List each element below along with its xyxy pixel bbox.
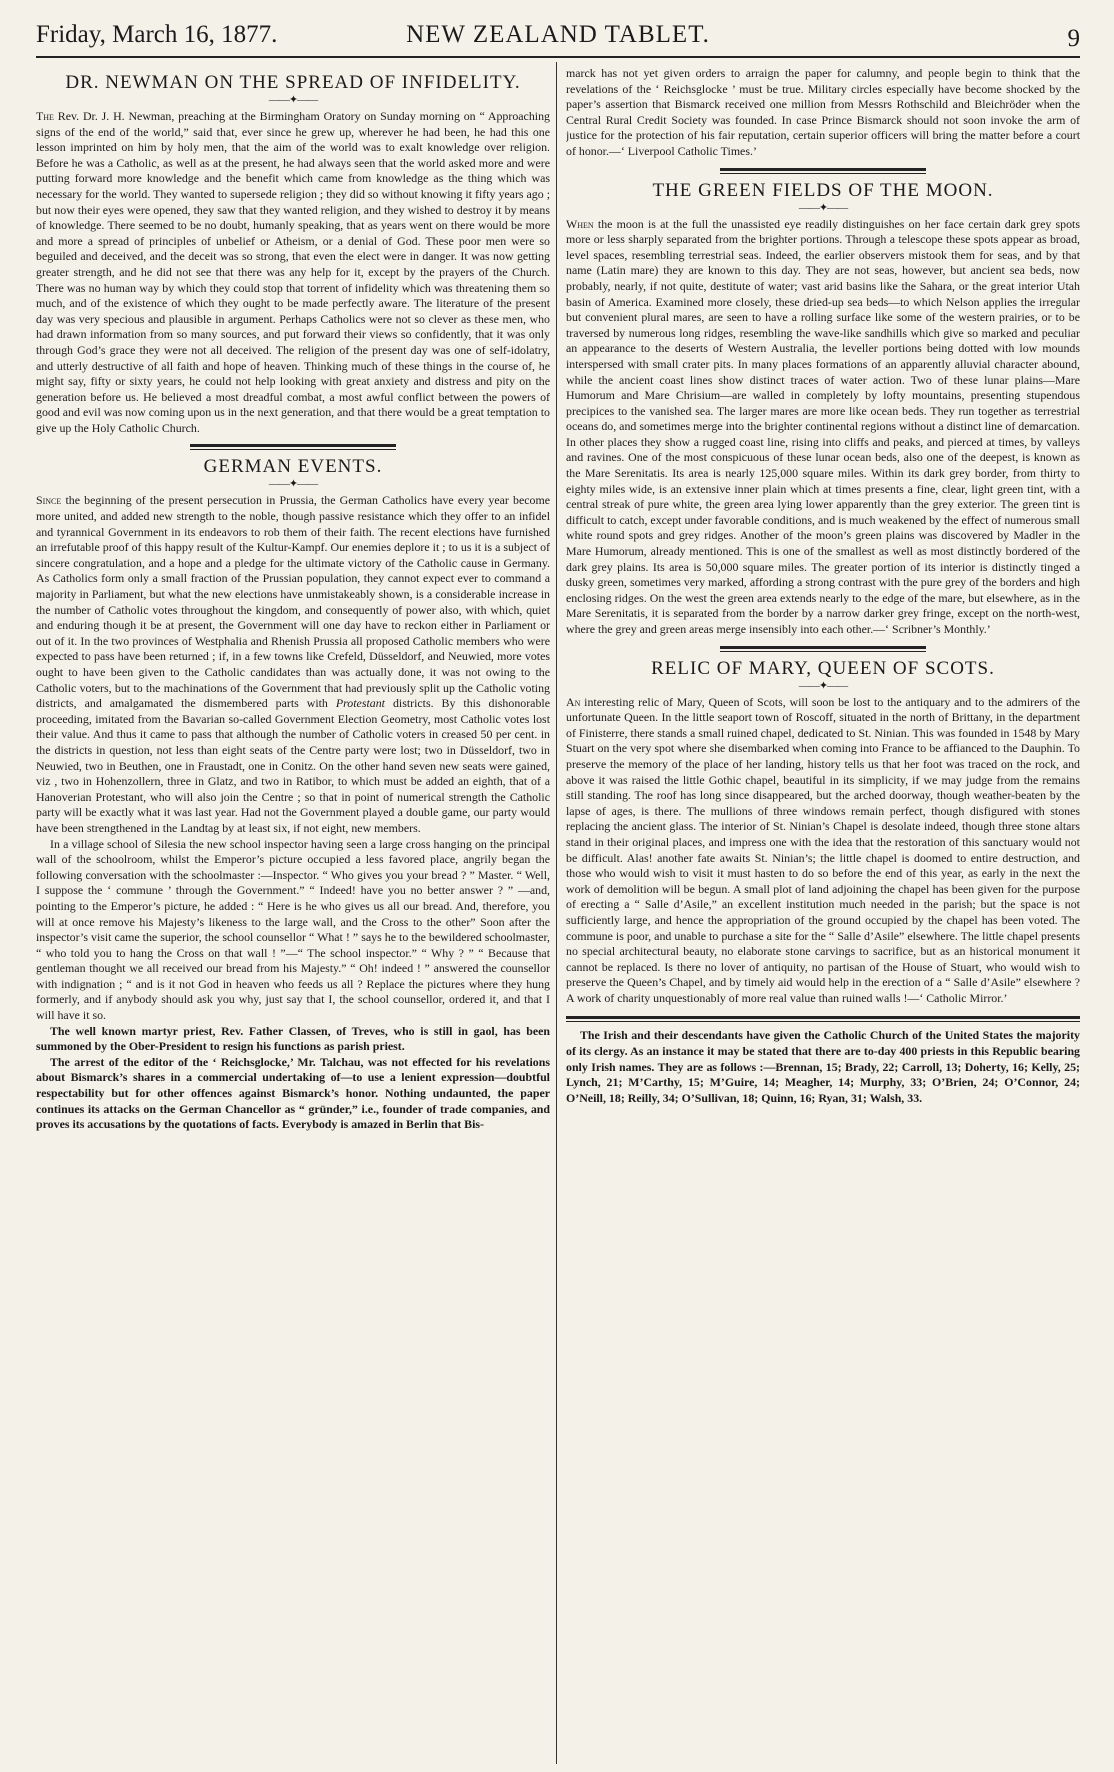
relic-headline: RELIC OF MARY, QUEEN OF SCOTS. bbox=[651, 657, 995, 679]
section-rule bbox=[720, 168, 926, 174]
newman-article bbox=[36, 109, 550, 436]
column-divider bbox=[556, 62, 557, 1764]
section-rule bbox=[720, 646, 926, 652]
lead-word: The bbox=[36, 109, 54, 123]
continuation-paragraph: marck has not yet given orders to arraign the paper for calumny, and people begin to think that the revelations of the ‘ Reichsglocke ’ must be true. Military circles especially have become shocked by the paper’s assertion that Bismarck received one million from Messrs Rothschild and Bleichröder when the Central Rural Credit Society was founded. In case Prince Bismarck should not soon invoke the arm of justice for the protection of his fair reputation, certain superior officers will bring the matter before a court of honor.—‘ Liverpool Catholic Times.’ bbox=[566, 66, 1080, 158]
relic-body: interesting relic of Mary, Queen of Scots, will soon be lost to the antiquary and to the admirers of the unfortunate Queen. In the little seaport town of Roscoff, situated in the north of Brittany, in the department of Finisterre, there stands a small ruined chapel, dedicated to St. Ninian. This was founded in 1548 by Mary Stuart on the very spot where she disembarked when coming into France to be affianced to the Dauphin. To preserve the memory of the place of her landing, history tells us that her foot was traced on the rock, and above it was raised the little Gothic chapel, beautiful in its simplicity, if we may judge from the remains still standing. The roof has long since disappeared, but the arched doorway, though weather-beaten by the lapse of ages, is there. The mullions of three windows remain perfect, though disfigured with stones replacing the ancient glass. The interior of St. Ninian’s Chapel is desolate indeed, though three stone altars stand in their original places, and impress one with the idea that the restoration of this sanctuary would not be difficult. Alas! another fate awaits St. Ninian’s; the little chapel is doomed to entire destruction, and those who would wish to visit it must hasten to do so before the end of this year, as early in the next the work of demolition will be begun. A small plot of land adjoining the chapel has been given for the purpose of erecting a “ Salle d’Asile,” an excellent institution much needed in the parish; but the space is not sufficiently large, and hence the appropriation of the ground occupied by the chapel has been voted. The commune is poor, and unable to purchase a site for the “ Salle d’Asile” elsewhere. The little chapel presents no special architectural beauty, no elaborate stone carvings to sacrifice, but as an historical monument it cannot be replaced. Is there no lover of antiquity, no partisan of the House of Stuart, who would wish to preserve the Queen’s Chapel, and by timely aid would help in the erection of a “ Salle d’Asile” elsewhere ? A work of charity unquestionably of more real value than ruined walls !—‘ Catholic Mirror.’ bbox=[566, 694, 1080, 1005]
headline-ornament: ——✦—— bbox=[798, 679, 848, 692]
german-body-1-tail: districts. By this dishonorable proceeding, imitated from the Bavarian so-called Government Election Geometry, most Catholic votes lost their value. And thus it came to pass that although the number of Catholic voters in creased 50 per cent. in the districts in question, not less than eight seats of the Centre party were lost; two in Düsseldorf, two in Neuwied, two in Beuthen, one in Fraustadt, one in Conitz. On the other hand seven new seats were gained, viz , two in Hohenzollern, three in Glatz, and two in Ratibor, to which must be added an eighth, that of a Hanoverian Protestant, who will also join the Centre ; so that in point of numerical strength the Catholic party will be exactly what it was last year. Had not the Government played a double game, our party would have been strengthened in the Landtag by at least six, if not eight, new members. bbox=[36, 696, 550, 835]
lead-word: An bbox=[566, 694, 581, 709]
headline-ornament: ——✦—— bbox=[798, 201, 848, 214]
paper-title: NEW ZEALAND TABLET. bbox=[406, 21, 710, 48]
lead-word: When bbox=[566, 216, 594, 231]
german-paragraph-3: The well known martyr priest, Rev. Father Classen, of Treves, who is still in gaol, has been summoned by the Ober-President to resign his functions as parish priest. bbox=[36, 1023, 550, 1054]
german-headline: GERMAN EVENTS. bbox=[203, 456, 383, 478]
right-column bbox=[566, 66, 1080, 1766]
headline-ornament: ——✦—— bbox=[268, 94, 318, 106]
newman-headline: DR. NEWMAN ON THE SPREAD OF INFIDELITY. bbox=[65, 72, 521, 93]
newman-body: Rev. Dr. J. H. Newman, preaching at the Birmingham Oratory on Sunday morning on “ Approaching signs of the end of the world,” said that, ever since he grew up, wherever he had been, he had this one lesson imprinted on him by holy men, that the aim of the world was to exalt knowledge over religion. Before he was a Catholic, as well as at the present, he had always seen that the world asked more and were putting forward more knowledge and the benefit which came from knowledge as the thing which was necessary for the world. They wanted to supersede religion ; they did so without knowing it fifty years ago ; but now their eyes were opened, they saw that they wanted religion, and they wished to destroy it by means of knowledge. There seemed to be no doubt, humanly speaking, that as years went on there would be more and more a spread of principles of unbelief or Atheism, or a denial of God. These poor men were so beguiled and deceived, and the deceit was so strong, that even the elect were in danger. It was now getting greater strength, and he did not see that there was any help for it, except by the prayers of the Church. There was no human way by which they could stop that torrent of infidelity which was threatening them so much, and of the existence of which they ought to be made perfectly aware. The literature of the present day was very specious and plausible in argument. Perhaps Catholics were not so clever as these men, who had drawn information from so many sources, and put forward their views so confidently, that it was only through God’s grace they were not all deceived. The religion of the present day was one of self-idolatry, and utterly destructive of all faith and hope of heaven. Thinking much of these things in the course of, he might say, fifty or sixty years, he could not help looking with great anxiety and distress and pity on the generation before us. He believed a most dreadful combat, a most awful conflict between the powers of good and evil was now coming upon us in the next generation, and that there would be a great temptation to give up the Holy Catholic Church. bbox=[36, 109, 550, 435]
german-paragraph bbox=[36, 493, 550, 836]
left-column bbox=[36, 66, 550, 1766]
german-emphasis: Protestant bbox=[335, 696, 385, 711]
lead-word: Since bbox=[36, 493, 62, 508]
section-rule bbox=[566, 1016, 1080, 1022]
moon-headline: THE GREEN FIELDS OF THE MOON. bbox=[652, 179, 994, 201]
section-rule bbox=[190, 444, 396, 450]
moon-article bbox=[566, 217, 1080, 638]
relic-article bbox=[566, 695, 1080, 1007]
headline-ornament: ——✦—— bbox=[268, 478, 318, 491]
issue-date: Friday, March 16, 1877. bbox=[36, 21, 278, 48]
german-paragraph-2: In a village school of Silesia the new school inspector having seen a large cross hanging on the principal wall of the schoolroom, whilst the Emperor’s picture occupied a less favored place, angrily began the following conversation with the schoolmaster :—Inspector. “ Who gives you your bread ? ” Master. “ Well, I suppose the ‘ commune ’ through the Government.” “ Indeed! have you no better answer ? ” —and, pointing to the Emperor’s picture, he added : “ Here is he who gives us all our bread. And, therefore, you will at once remove his Majesty’s likeness to the large wall, and the Cross to the other” Soon after the inspector’s visit came the superior, the school counsellor “ What ! ” says he to the bewildered schoolmaster, “ who told you to hang the Cross on that wall ! ”—“ The school inspector.” “ Why ? ” “ Because that gentleman thought we all received our bread from his Majesty.” “ Oh! indeed ! ” answered the counsellor with indignation ; “ and is it not God in heaven who feeds us all ? Replace the pictures where they hung formerly, and if anybody should ask you why, just say that I, the school counsellor, ordered it, and that I will have it so. bbox=[36, 836, 550, 1023]
page-number: 9 bbox=[1067, 25, 1080, 52]
irish-priests-paragraph: The Irish and their descendants have given the Catholic Church of the United States the majority of its clergy. As an instance it may be stated that there are to-day 400 priests in this Republic bearing only Irish names. They are as follows :—Brennan, 15; Brady, 22; Carroll, 13; Doherty, 16; Kelly, 25; Lynch, 21; M’Carthy, 15; M’Guire, 14; Meagher, 14; Murphy, 33; O’Brien, 24; O’Connor, 24; O’Neill, 18; Reilly, 34; O’Sullivan, 18; Quinn, 16; Ryan, 31; Walsh, 33. bbox=[566, 1028, 1080, 1105]
moon-body: the moon is at the full the unassisted eye readily distinguishes on her face certain dark grey spots more or less sharply separated from the brighter portions. Through a telescope these spots appear as broad, level spaces, resembling terrestrial seas. Indeed, the earlier observers mistook them for seas, and by that name (Latin mare) they are known to this day. They are not seas, however, but ancient sea beds, now probably, nearly, if not quite, destitute of water; vast arid basins like the Sahara, or the great interior Utah basin of America. Examined more closely, these dried-up sea beds—to which Nelson applies the irregular but convenient plural mares, are seen to have a rolling surface like some of the western prairies, or to be traversed by numerous long ridges, resembling the wave-like sandhills which give so marked and peculiar an appearance to the deserts of Western Australia, the leveller portions being dotted with low mounds interspersed with small crater pits. In many places formations of an apparently alluvial character abound, while the ancient coast lines show distinct traces of water action. Two of these lunar plains—Mare Humorum and Mare Chrisium—are walled in completely by lofty mountains, presenting stupendous precipices to the vanished sea. The larger mares are more like ocean beds. They run together as terrestrial oceans do, and sometimes merge into the brighter continental regions without a distinct line of demarcation. In other places they show a rugged coast line, rising into cliffs and peaks, and pierced at times, by valleys and ravines. One of the most conspicuous of these lunar ocean beds, also one of the deepest, is known as the Mare Serenitatis. Its area is nearly 125,000 square miles. Within its dark grey border, from thirty to eighty miles wide, is an extensive inner plain which at times presents a fine, clear, light green tint, with a central streak of pure white, the green area lying lower apparently than the grey exterior. The green tint is difficult to catch, except under favorable conditions, and is much weakened by the effect of numerous small white round spots and grey ridges. Another of the moon’s green plains was discovered by Madler in the Mare Humorum, already mentioned. This is one of the smallest as well as most distinctly bordered of the dark grey plains. Its area is 50,000 square miles. The greater portion of its interior is distinctly tinged a dusky green, sometimes very marked, affording a strong contrast with the pure grey of the borders and high enclosing ridges. On the west the green area extends nearly to the edge of the mare, but elsewhere, as in the Mare Serenitatis, it is separated from the border by a narrow darker grey fringe, except on the north-west, where the grey and green areas merge insensibly into each other.—‘ Scribner’s Monthly.’ bbox=[566, 216, 1080, 636]
german-body-1: the beginning of the present persecution in Prussia, the German Catholics have every year become more united, and added new strength to the noble, though passive resistance which they offer to an infidel and tyrannical Government in its endeavors to rob them of their faith. The recent elections have furnished an irrefutable proof of this happy result of the Kultur-Kampf. Our enemies deplore it ; to us it is a subject of sincere congratulation, and a hope and a pledge for the ultimate victory of the Catholic cause in Germany. As Catholics form only a small fraction of the Prussian population, they cannot expect ever to command a majority in Parliament, but what the new elections have unmistakeably shown, is a considerable increase in the number of Catholic votes throughout the kingdom, and consequently of power also, with which, quiet and enduring though it be at present, the Government will one day have to reckon either in Parliament or out of it. In the two provinces of Westphalia and Rhenish Prussia all proposed Catholic members who were expected to pass have been returned ; if, in a few towns like Crefeld, Düsseldorf, and Neuwied, more votes ought to have been given to the Catholic candidates than was actually done, it was not owing to the Catholic voters, but to the machinations of the Government that had previously split up the Catholic voting districts, and amalgamated the dismembered parts with bbox=[36, 493, 550, 711]
german-paragraph-4: The arrest of the editor of the ‘ Reichsglocke,’ Mr. Talchau, was not effected for his revelations about Bismarck’s shares in a commercial undertaking of—to use a lenient expression—doubtful respectability but for other offences against Bismarck’s honor. Nothing undaunted, the paper continues its attacks on the German Chancellor as “ gründer,” i.e., founder of trade companies, and proves its accusations by the quotations of facts. Everybody is amazed in Berlin that Bis- bbox=[36, 1054, 550, 1132]
masthead bbox=[36, 14, 1080, 58]
